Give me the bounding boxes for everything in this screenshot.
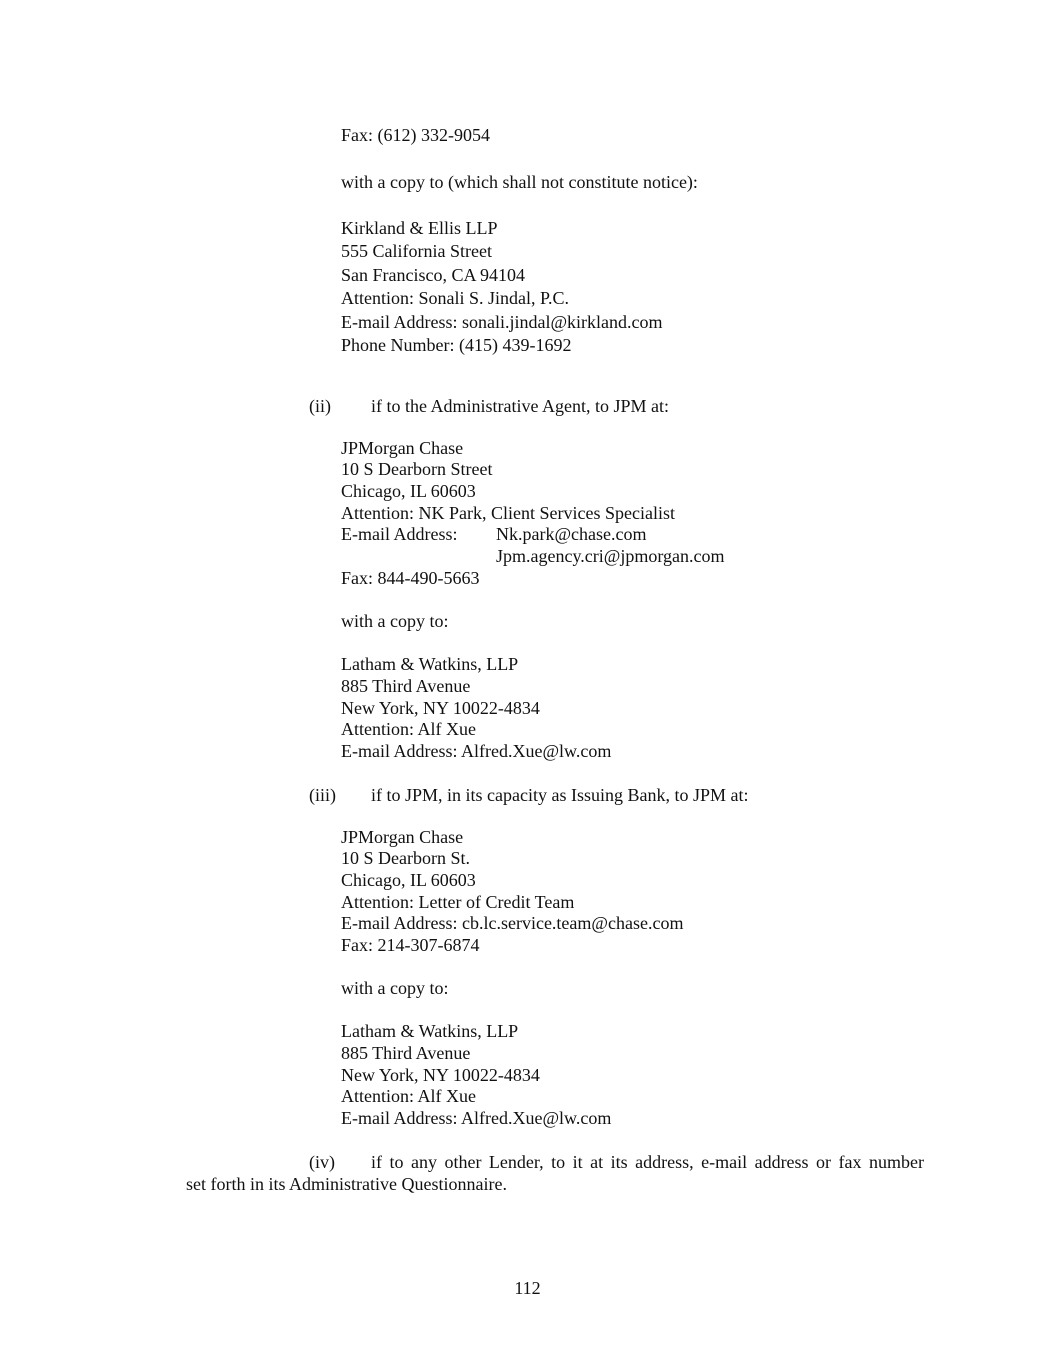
item-text-continued: set forth in its Administrative Questionnaire.: [186, 1174, 507, 1194]
attention-line: Attention: Sonali S. Jindal, P.C.: [341, 288, 570, 308]
address-line: 885 Third Avenue: [341, 676, 471, 696]
address-line: Chicago, IL 60603: [341, 870, 476, 890]
phone-line: Phone Number: (415) 439-1692: [341, 335, 572, 355]
address-line: Kirkland & Ellis LLP: [341, 218, 498, 238]
item-text: if to the Administrative Agent, to JPM at:: [371, 396, 669, 416]
address-line: 10 S Dearborn Street: [341, 459, 493, 479]
address-line: Chicago, IL 60603: [341, 481, 476, 501]
item-text: if to any other Lender, to it at its address, e-mail address or fax number: [371, 1152, 924, 1172]
email-label: E-mail Address:: [341, 524, 458, 544]
email-line: E-mail Address: cb.lc.service.team@chase.com: [341, 913, 684, 933]
copy-note: with a copy to:: [341, 611, 449, 631]
address-line: JPMorgan Chase: [341, 438, 464, 458]
email-line: E-mail Address: Alfred.Xue@lw.com: [341, 741, 612, 761]
item-text: if to JPM, in its capacity as Issuing Bank, to JPM at:: [371, 785, 749, 805]
item-number: (iv): [309, 1152, 335, 1172]
copy-note: with a copy to (which shall not constitute notice):: [341, 172, 698, 192]
attention-line: Attention: Alf Xue: [341, 1086, 476, 1106]
email-value: Nk.park@chase.com: [496, 524, 647, 544]
copy-note: with a copy to:: [341, 978, 449, 998]
item-number: (ii): [309, 396, 331, 416]
fax-line: Fax: 844-490-5663: [341, 568, 480, 588]
address-line: New York, NY 10022-4834: [341, 1065, 540, 1085]
address-line: Latham & Watkins, LLP: [341, 654, 519, 674]
address-line: 885 Third Avenue: [341, 1043, 471, 1063]
address-line: San Francisco, CA 94104: [341, 265, 525, 285]
attention-line: Attention: Letter of Credit Team: [341, 892, 575, 912]
address-line: 10 S Dearborn St.: [341, 848, 470, 868]
email-line: E-mail Address: sonali.jindal@kirkland.com: [341, 312, 663, 332]
attention-line: Attention: Alf Xue: [341, 719, 476, 739]
fax-line: Fax: (612) 332-9054: [341, 125, 490, 145]
email-value: Jpm.agency.cri@jpmorgan.com: [496, 546, 725, 566]
address-line: 555 California Street: [341, 241, 492, 261]
address-line: New York, NY 10022-4834: [341, 698, 540, 718]
attention-line: Attention: NK Park, Client Services Specialist: [341, 503, 675, 523]
item-number: (iii): [309, 785, 336, 805]
email-line: E-mail Address: Alfred.Xue@lw.com: [341, 1108, 612, 1128]
fax-line: Fax: 214-307-6874: [341, 935, 480, 955]
address-line: Latham & Watkins, LLP: [341, 1021, 519, 1041]
address-line: JPMorgan Chase: [341, 827, 464, 847]
page-number: 112: [514, 1278, 541, 1298]
